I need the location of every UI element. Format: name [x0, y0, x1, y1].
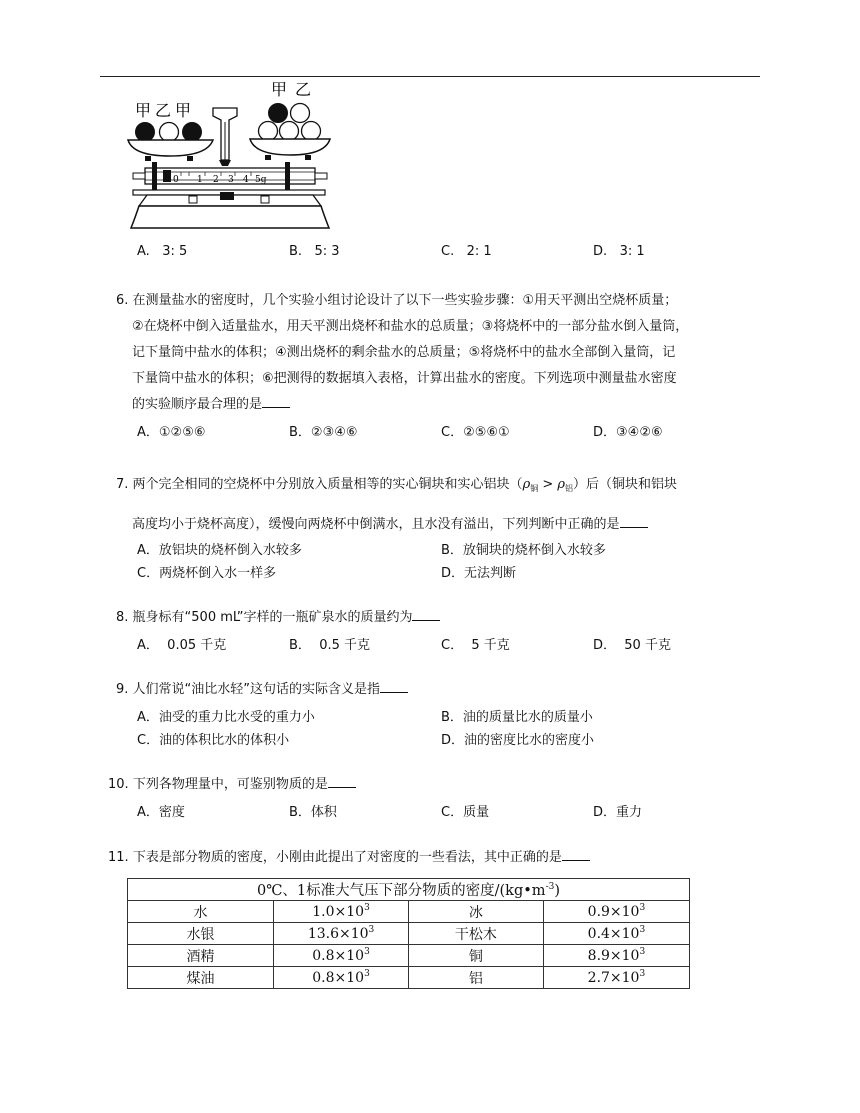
answer-blank[interactable] [380, 682, 408, 693]
table-row: 水 $1.0\times 10^3$ 冰 $0.9\times 10^3$ [128, 901, 690, 923]
question-10: 10. 下列各物理量中，可鉴别物质的是 [108, 772, 758, 798]
question-7: 7. 两个完全相同的空烧杯中分别放入质量相等的实心铜块和实心铝块$(\rho_铜 > \rho_铝)$后（铜块和铝块 高度均小于烧杯高度），缓慢向两烧杯中倒满水，且水没有溢出，下列判断中正确的是 [116, 477, 678, 532]
q5-option-b[interactable]: B. 5: 3 [289, 244, 340, 259]
question-9: 9. 人们常说“油比水轻”这句话的实际含义是指 [116, 677, 766, 703]
mark-5: 5g [255, 175, 267, 185]
mark-3: 3 [228, 175, 234, 185]
q10-option-b[interactable]: B．体积 [289, 805, 337, 820]
q8-option-d[interactable]: D． 50 千克 [593, 638, 671, 653]
q7-option-d[interactable]: D．无法判断 [441, 566, 517, 581]
ball-yi-left [160, 123, 179, 142]
density-table [127, 878, 690, 989]
q9-option-a[interactable]: A．油受的重力比水受的重力小 [137, 710, 315, 725]
right-pan [250, 139, 330, 155]
mark-2: 2 [213, 175, 219, 185]
right-label-1: 甲 [271, 80, 288, 99]
right-label-2: 乙 [295, 80, 312, 99]
mark-4: 4 [243, 175, 249, 185]
table-row: 水银 $13.6\times 10^3$ 干松木 $0.4\times 10^3$ [128, 923, 690, 945]
q10-option-c[interactable]: C．质量 [441, 805, 490, 820]
mark-1: 1 [197, 175, 203, 185]
answer-blank[interactable] [412, 610, 440, 621]
ball-yi-right-top [291, 104, 310, 123]
answer-blank[interactable] [328, 777, 356, 788]
ball-jia-left-1 [136, 123, 155, 142]
q9-option-c[interactable]: C．油的体积比水的体积小 [137, 733, 290, 748]
q5-option-c[interactable]: C. 2: 1 [441, 244, 492, 259]
answer-blank[interactable] [620, 517, 648, 528]
ball-jia-left-2 [183, 123, 202, 142]
left-label-1: 甲 [135, 101, 152, 120]
answer-blank[interactable] [562, 850, 590, 861]
q6-option-b[interactable]: B．②③④⑥ [289, 425, 358, 440]
q10-option-d[interactable]: D．重力 [593, 805, 643, 820]
mark-0: 0 [173, 175, 179, 185]
question-6: 6. 在测量盐水的密度时，几个实验小组讨论设计了以下一些实验步骤：①用天平测出空烧杯质量； ②在烧杯中倒入适量盐水，用天平测出烧杯和盐水的总质量；③将烧杯中的一部分盐水倒入量筒， 记下量筒中盐水的体积；④测出烧杯的剩余盐水的总质量；⑤将烧杯中的盐水全部倒入量筒，记 下量筒中盐水的体积；⑥把测得的数据填入表格，计算出盐水的密度。下列选项中测量盐水密度 的实验顺序最合理的是 [116, 293, 689, 412]
left-label-2: 乙 [155, 101, 172, 120]
table-caption: 0℃、1标准大气压下部分物质的密度$/(kg•m^{-3})$ [128, 879, 690, 901]
q9-option-b[interactable]: B．油的质量比水的质量小 [441, 710, 593, 725]
balance-scale-drawing [125, 78, 335, 243]
ball-jia-right [269, 104, 288, 123]
left-label-3: 甲 [175, 101, 192, 120]
q5-option-a[interactable]: A. 3: 5 [137, 244, 188, 259]
q8-option-a[interactable]: A． 0.05 千克 [137, 638, 227, 653]
q8-option-b[interactable]: B． 0.5 千克 [289, 638, 370, 653]
table-row: 煤油 $0.8\times 10^3$ 铝 $2.7\times 10^3$ [128, 967, 690, 989]
left-pan [128, 140, 213, 156]
question-8: 8. 瓶身标有“500 mL”字样的一瓶矿泉水的质量约为 [116, 605, 766, 631]
q9-option-d[interactable]: D．油的密度比水的密度小 [441, 733, 595, 748]
q6-option-d[interactable]: D．③④②⑥ [593, 425, 663, 440]
q6-option-c[interactable]: C．②⑤⑥① [441, 425, 510, 440]
q7-option-b[interactable]: B．放铜块的烧杯倒入水较多 [441, 543, 606, 558]
q6-option-a[interactable]: A．①②⑤⑥ [137, 425, 206, 440]
q7-option-a[interactable]: A．放铝块的烧杯倒入水较多 [137, 543, 302, 558]
question-11: 11. 下表是部分物质的密度，小刚由此提出了对密度的一些看法，其中正确的是 [108, 845, 758, 871]
q5-option-d[interactable]: D. 3: 1 [593, 244, 645, 259]
q8-option-c[interactable]: C． 5 千克 [441, 638, 510, 653]
base-bottom [131, 206, 329, 228]
q7-option-c[interactable]: C．两烧杯倒入水一样多 [137, 566, 277, 581]
q10-option-a[interactable]: A．密度 [137, 805, 185, 820]
header-rule [100, 76, 760, 77]
answer-blank[interactable] [262, 397, 290, 408]
table-row: 酒精 $0.8\times 10^3$ 铜 $8.9\times 10^3$ [128, 945, 690, 967]
balance-figure [125, 78, 335, 243]
